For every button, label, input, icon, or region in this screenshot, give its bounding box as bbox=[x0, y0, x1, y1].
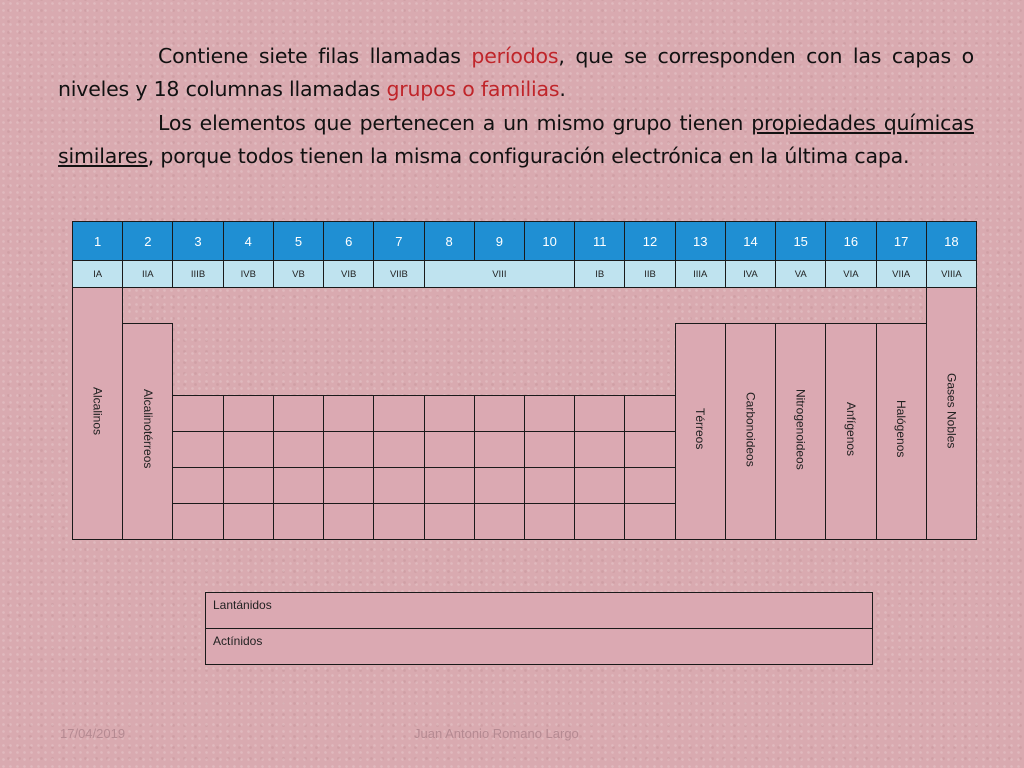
element-cell bbox=[424, 432, 474, 468]
element-cell bbox=[324, 468, 374, 504]
element-cell bbox=[424, 504, 474, 540]
group-number: 3 bbox=[173, 222, 223, 261]
element-cell bbox=[575, 396, 625, 432]
roman-group: IIIA bbox=[675, 261, 725, 288]
family-label: Nitrogenoideos bbox=[793, 388, 808, 470]
element-cell bbox=[324, 504, 374, 540]
roman-group: IB bbox=[575, 261, 625, 288]
element-cell bbox=[474, 504, 524, 540]
element-cell bbox=[273, 504, 323, 540]
lanthanide-row bbox=[206, 593, 873, 629]
paragraph-text: . bbox=[559, 77, 566, 101]
terreos-column bbox=[675, 324, 725, 540]
anfigenos-column bbox=[826, 324, 876, 540]
footer-date: 17/04/2019 bbox=[60, 726, 126, 741]
element-cell bbox=[223, 432, 273, 468]
periodic-table-diagram bbox=[72, 221, 977, 540]
group-number: 9 bbox=[474, 222, 524, 261]
table-gap bbox=[123, 288, 927, 324]
nitrogenoideos-column bbox=[776, 324, 826, 540]
element-cell bbox=[625, 468, 675, 504]
roman-group: VA bbox=[776, 261, 826, 288]
roman-group: IIB bbox=[625, 261, 675, 288]
group-number: 17 bbox=[876, 222, 926, 261]
group-number: 6 bbox=[324, 222, 374, 261]
family-label: Halógenos bbox=[894, 400, 909, 458]
element-cell bbox=[374, 504, 424, 540]
element-cell bbox=[524, 504, 574, 540]
roman-group: VIIIA bbox=[926, 261, 976, 288]
element-cell bbox=[273, 432, 323, 468]
element-cell bbox=[424, 396, 474, 432]
group-number: 12 bbox=[625, 222, 675, 261]
family-label: Gases Nobles bbox=[944, 373, 959, 449]
alcalinoterreos-column bbox=[123, 324, 173, 540]
gases-nobles-column bbox=[926, 288, 976, 540]
group-number: 10 bbox=[524, 222, 574, 261]
family-label: Térreos bbox=[693, 408, 708, 450]
actinide-row bbox=[206, 629, 873, 665]
carbonoideos-column bbox=[725, 324, 775, 540]
roman-group: IVA bbox=[725, 261, 775, 288]
group-number: 14 bbox=[725, 222, 775, 261]
element-cell bbox=[223, 504, 273, 540]
actinide-label bbox=[206, 629, 873, 665]
family-label: Anfígenos bbox=[843, 401, 858, 457]
paragraph-periods bbox=[58, 40, 974, 106]
element-cell bbox=[575, 504, 625, 540]
paragraph-text: , porque todos tienen la misma configuración electrónica en la última capa. bbox=[147, 144, 910, 168]
roman-group: VIIB bbox=[374, 261, 424, 288]
group-number: 8 bbox=[424, 222, 474, 261]
element-cell bbox=[273, 396, 323, 432]
paragraph-text: , que se corresponden con las capas o niveles y 18 columnas llamadas bbox=[58, 44, 974, 101]
element-cell bbox=[374, 468, 424, 504]
element-cell bbox=[173, 504, 223, 540]
halogenos-column bbox=[876, 324, 926, 540]
series-label: Actínidos bbox=[213, 633, 263, 648]
element-cell bbox=[324, 432, 374, 468]
roman-group: VIIA bbox=[876, 261, 926, 288]
family-label: Alcalinos bbox=[90, 386, 105, 436]
element-cell bbox=[173, 396, 223, 432]
highlight-grupos: grupos o familias bbox=[386, 77, 560, 101]
element-cell bbox=[625, 432, 675, 468]
element-cell bbox=[223, 468, 273, 504]
paragraph-groups bbox=[58, 107, 974, 173]
roman-group: IIA bbox=[123, 261, 173, 288]
table-body-row bbox=[73, 288, 977, 324]
group-number: 13 bbox=[675, 222, 725, 261]
element-cell bbox=[524, 432, 574, 468]
element-cell bbox=[273, 468, 323, 504]
inner-transition-table bbox=[205, 592, 873, 665]
element-cell bbox=[625, 504, 675, 540]
group-number: 18 bbox=[926, 222, 976, 261]
roman-group: IA bbox=[73, 261, 123, 288]
group-number-row bbox=[73, 222, 977, 261]
family-label: Carbonoideos bbox=[743, 391, 758, 467]
element-cell bbox=[474, 468, 524, 504]
roman-group: VB bbox=[273, 261, 323, 288]
element-cell bbox=[524, 468, 574, 504]
roman-group-row bbox=[73, 261, 977, 288]
roman-group: IVB bbox=[223, 261, 273, 288]
element-cell bbox=[474, 432, 524, 468]
roman-group: VIB bbox=[324, 261, 374, 288]
paragraph-text: Los elementos que pertenecen a un mismo grupo tienen bbox=[158, 111, 752, 135]
group-number: 15 bbox=[776, 222, 826, 261]
highlight-periodos: períodos bbox=[471, 44, 559, 68]
element-cell bbox=[424, 468, 474, 504]
group-number: 5 bbox=[273, 222, 323, 261]
roman-group: VIA bbox=[826, 261, 876, 288]
family-label: Alcalinotérreos bbox=[140, 389, 155, 469]
element-cell bbox=[575, 468, 625, 504]
element-cell bbox=[374, 396, 424, 432]
table-body-row bbox=[73, 324, 977, 360]
element-cell bbox=[575, 432, 625, 468]
group-number: 1 bbox=[73, 222, 123, 261]
element-cell bbox=[374, 432, 424, 468]
alcalinos-column bbox=[73, 288, 123, 540]
paragraph-text: Contiene siete filas llamadas bbox=[158, 44, 472, 68]
element-cell bbox=[173, 432, 223, 468]
element-cell bbox=[474, 396, 524, 432]
roman-group: IIIB bbox=[173, 261, 223, 288]
group-number: 16 bbox=[826, 222, 876, 261]
underlined-phrase: propiedades químicas similares bbox=[58, 111, 974, 168]
element-cell bbox=[324, 396, 374, 432]
footer-author: Juan Antonio Romano Largo bbox=[414, 726, 579, 741]
group-number: 7 bbox=[374, 222, 424, 261]
element-cell bbox=[173, 468, 223, 504]
group-number: 4 bbox=[223, 222, 273, 261]
element-cell bbox=[223, 396, 273, 432]
series-label: Lantánidos bbox=[213, 597, 272, 612]
table-gap bbox=[173, 324, 675, 360]
group-number: 11 bbox=[575, 222, 625, 261]
group-number: 2 bbox=[123, 222, 173, 261]
element-cell bbox=[625, 396, 675, 432]
lanthanide-label bbox=[206, 593, 873, 629]
roman-group: VIII bbox=[424, 261, 575, 288]
element-cell bbox=[524, 396, 574, 432]
table-gap bbox=[173, 360, 675, 396]
